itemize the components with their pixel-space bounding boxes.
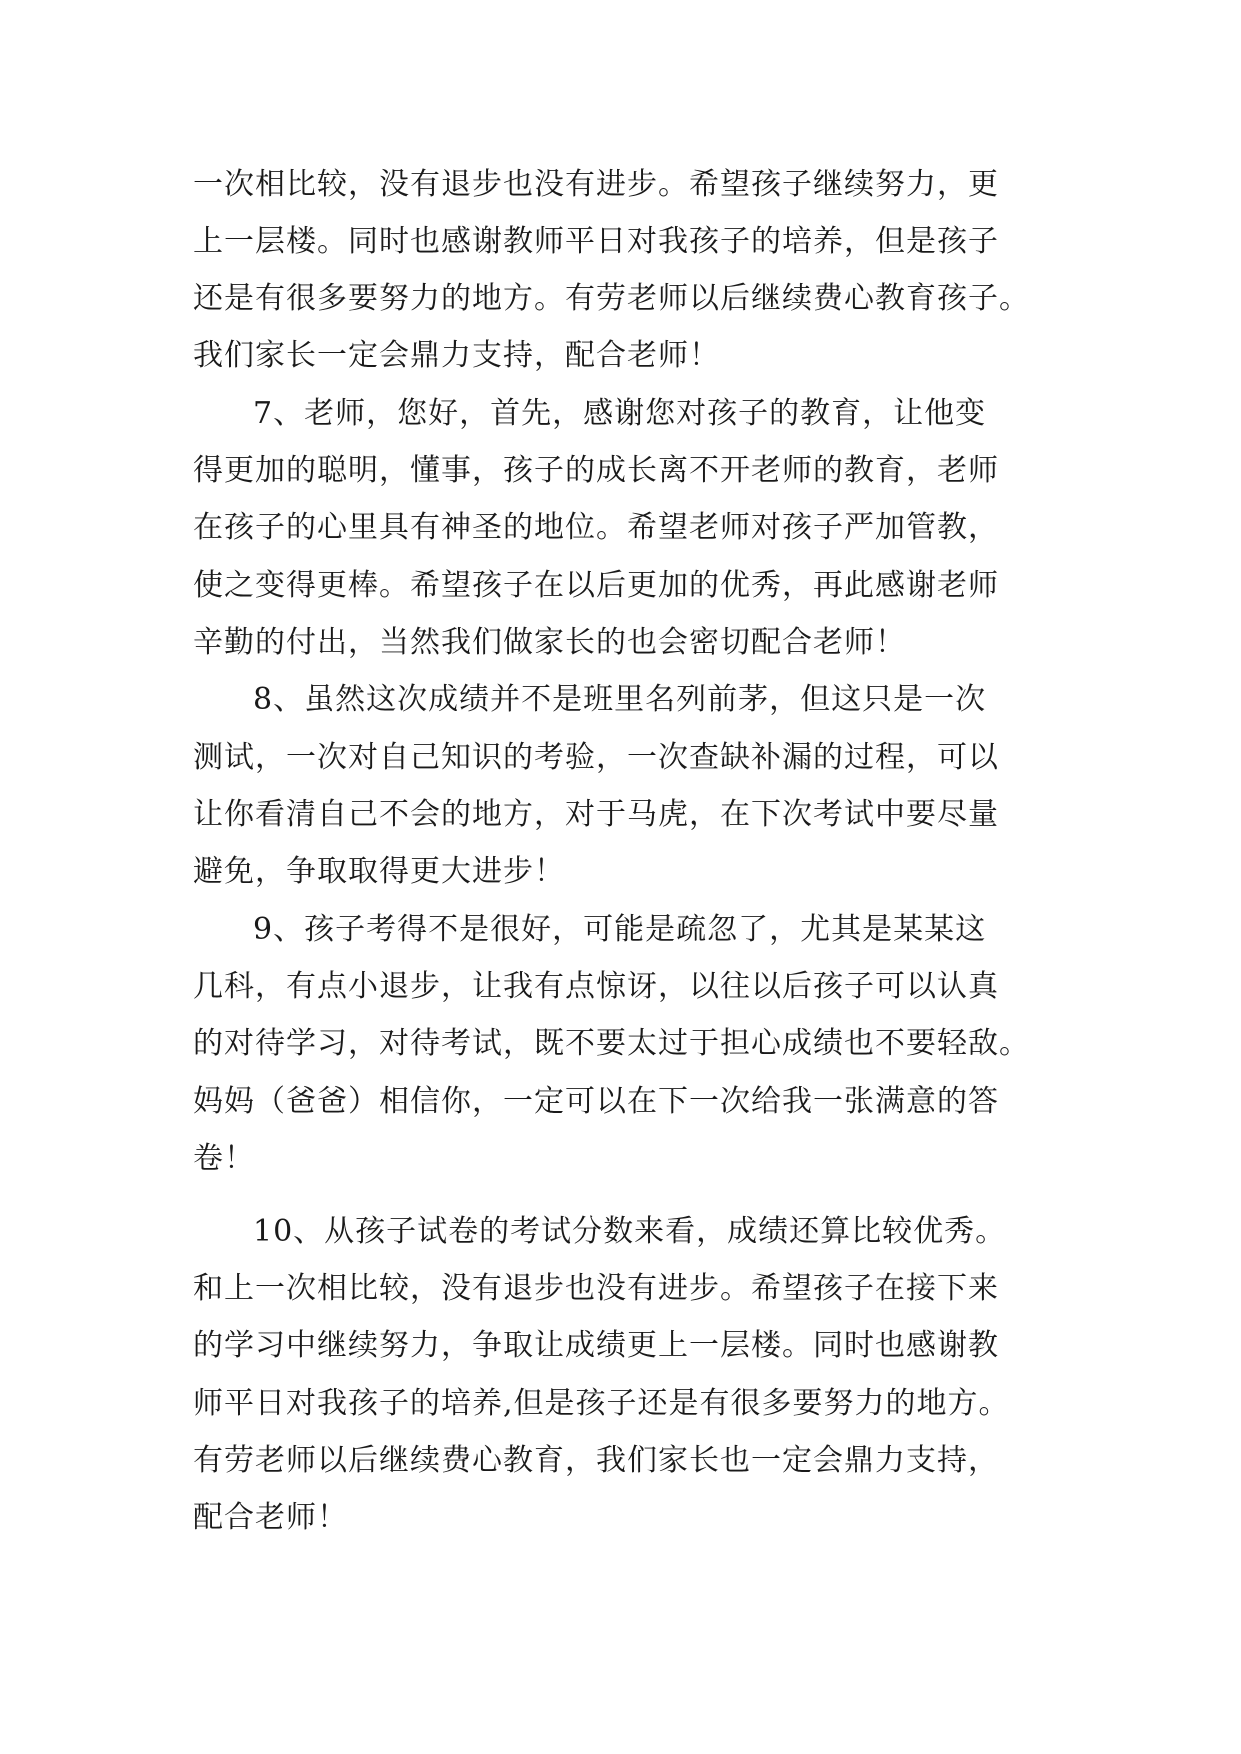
text-line: 让你看清自己不会的地方，对于马虎，在下次考试中要尽量 <box>193 797 999 832</box>
text-line: 的学习中继续努力，争取让成绩更上一层楼。同时也感谢教 <box>193 1328 999 1363</box>
text-line: 8、虽然这次成绩并不是班里名列前茅，但这只是一次 <box>253 682 987 717</box>
text-line: 还是有很多要努力的地方。有劳老师以后继续费心教育孩子。 <box>193 281 1030 316</box>
text-line: 师平日对我孩子的培养,但是孩子还是有很多要努力的地方。 <box>193 1386 1010 1421</box>
text-line: 一次相比较，没有退步也没有进步。希望孩子继续努力，更 <box>193 167 999 202</box>
text-line: 的对待学习，对待考试，既不要太过于担心成绩也不要轻敌。 <box>193 1026 1030 1061</box>
text-line: 辛勤的付出，当然我们做家长的也会密切配合老师！ <box>193 625 906 660</box>
text-line: 有劳老师以后继续费心教育，我们家长也一定会鼎力支持， <box>193 1443 999 1478</box>
text-line: 得更加的聪明，懂事，孩子的成长离不开老师的教育，老师 <box>193 453 999 488</box>
text-line: 几科，有点小退步，让我有点惊讶，以往以后孩子可以认真 <box>193 969 999 1004</box>
text-line: 7、老师，您好，首先，感谢您对孩子的教育，让他变 <box>253 396 987 431</box>
text-line: 使之变得更棒。希望孩子在以后更加的优秀，再此感谢老师 <box>193 568 999 603</box>
text-line: 在孩子的心里具有神圣的地位。希望老师对孩子严加管教， <box>193 510 999 545</box>
text-line: 避免，争取取得更大进步！ <box>193 854 565 889</box>
text-line: 9、孩子考得不是很好，可能是疏忽了，尤其是某某这 <box>253 912 987 947</box>
text-line: 上一层楼。同时也感谢教师平日对我孩子的培养，但是孩子 <box>193 224 999 259</box>
text-line: 测试，一次对自己知识的考验，一次查缺补漏的过程，可以 <box>193 740 999 775</box>
text-line: 配合老师！ <box>193 1500 348 1535</box>
text-line: 和上一次相比较，没有退步也没有进步。希望孩子在接下来 <box>193 1271 999 1306</box>
text-line: 卷！ <box>193 1141 255 1176</box>
text-line: 10、从孩子试卷的考试分数来看，成绩还算比较优秀。 <box>253 1214 1007 1249</box>
text-line: 我们家长一定会鼎力支持，配合老师！ <box>193 338 720 373</box>
text-line: 妈妈（爸爸）相信你，一定可以在下一次给我一张满意的答 <box>193 1084 999 1119</box>
